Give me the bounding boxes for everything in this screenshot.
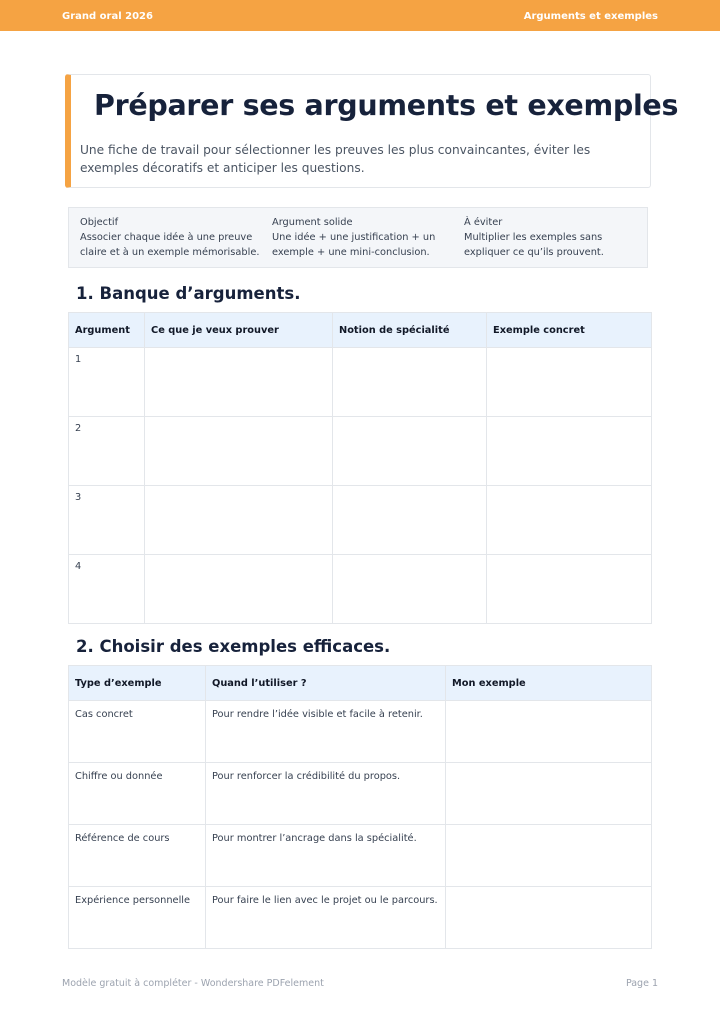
fill-cell[interactable] <box>446 825 652 887</box>
example-type: Expérience personnelle <box>69 887 206 949</box>
fill-cell[interactable] <box>487 486 652 555</box>
example-type: Référence de cours <box>69 825 206 887</box>
table-row <box>69 701 652 763</box>
column-header: Argument <box>69 313 145 348</box>
argument-number: 3 <box>69 486 145 555</box>
section-title-arguments: 1. Banque d’arguments. <box>76 284 301 303</box>
header-left-label: Grand oral 2026 <box>62 11 153 22</box>
header-right-label: Arguments et exemples <box>523 11 658 22</box>
example-usage: Pour rendre l’idée visible et facile à retenir. <box>206 701 446 763</box>
column-header: Type d’exemple <box>69 666 206 701</box>
example-usage: Pour faire le lien avec le projet ou le parcours. <box>206 887 446 949</box>
summary-argument-solide <box>272 215 458 260</box>
summary-text: Associer chaque idée à une preuve claire et à un exemple mémorisable. <box>80 232 260 258</box>
table-row <box>69 417 652 486</box>
summary-text: Multiplier les exemples sans expliquer ce qu’ils prouvent. <box>464 232 604 258</box>
column-header: Mon exemple <box>446 666 652 701</box>
fill-cell[interactable] <box>333 555 487 624</box>
page-title: Préparer ses arguments et exemples <box>94 89 679 122</box>
fill-cell[interactable] <box>145 555 333 624</box>
example-usage: Pour montrer l’ancrage dans la spécialité. <box>206 825 446 887</box>
table-row <box>69 486 652 555</box>
fill-cell[interactable] <box>145 417 333 486</box>
table-row <box>69 348 652 417</box>
table-header-row <box>69 666 652 701</box>
fill-cell[interactable] <box>145 486 333 555</box>
section-title-exemples: 2. Choisir des exemples efficaces. <box>76 637 391 656</box>
example-type: Chiffre ou donnée <box>69 763 206 825</box>
fill-cell[interactable] <box>333 348 487 417</box>
fill-cell[interactable] <box>333 486 487 555</box>
summary-text: Une idée + une justification + un exemple + une mini-conclusion. <box>272 232 436 258</box>
column-header: Ce que je veux prouver <box>145 313 333 348</box>
example-type: Cas concret <box>69 701 206 763</box>
fill-cell[interactable] <box>446 763 652 825</box>
summary-objectif <box>80 215 266 260</box>
examples-table <box>68 665 652 949</box>
page-number: Page 1 <box>625 978 658 989</box>
argument-number: 4 <box>69 555 145 624</box>
summary-title: Argument solide <box>272 217 353 228</box>
footer-credit: Modèle gratuit à compléter - Wondershare PDFelement <box>62 978 324 989</box>
column-header: Notion de spécialité <box>333 313 487 348</box>
fill-cell[interactable] <box>446 701 652 763</box>
summary-title: À éviter <box>464 217 503 228</box>
fill-cell[interactable] <box>487 417 652 486</box>
fill-cell[interactable] <box>487 348 652 417</box>
argument-number: 2 <box>69 417 145 486</box>
fill-cell[interactable] <box>333 417 487 486</box>
column-header: Exemple concret <box>487 313 652 348</box>
title-card <box>65 74 679 188</box>
example-usage: Pour renforcer la crédibilité du propos. <box>206 763 446 825</box>
summary-box <box>68 207 648 268</box>
fill-cell[interactable] <box>145 348 333 417</box>
table-header-row <box>69 313 652 348</box>
table-row <box>69 887 652 949</box>
table-row <box>69 555 652 624</box>
fill-cell[interactable] <box>487 555 652 624</box>
page-subtitle: Une fiche de travail pour sélectionner les preuves les plus convaincantes, éviter les exemples décoratifs et anticiper les questions. <box>80 143 591 175</box>
table-row <box>69 825 652 887</box>
arguments-table <box>68 312 652 624</box>
table-row <box>69 763 652 825</box>
summary-a-eviter <box>464 215 650 260</box>
top-banner <box>0 0 720 31</box>
column-header: Quand l’utiliser ? <box>206 666 446 701</box>
summary-title: Objectif <box>80 217 119 228</box>
argument-number: 1 <box>69 348 145 417</box>
fill-cell[interactable] <box>446 887 652 949</box>
